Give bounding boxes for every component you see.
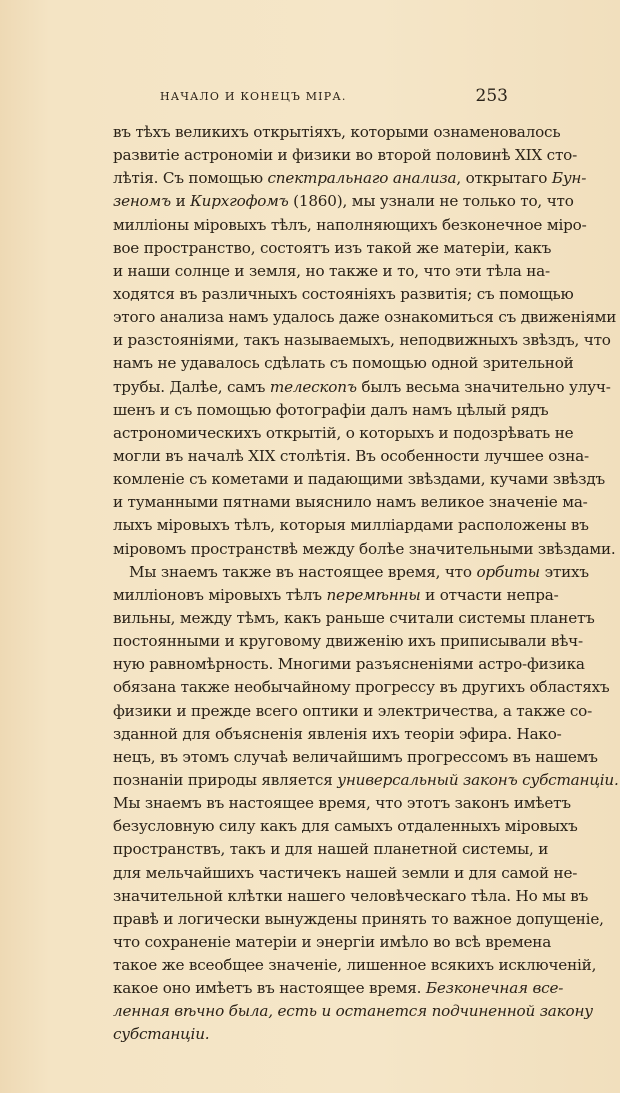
text-line [113, 144, 578, 167]
text-segment: вильны, между тѣмъ, какъ раньше считали системы планетъ [113, 608, 595, 627]
text-line [113, 584, 559, 607]
text-line [113, 260, 550, 283]
text-segment: физики и прежде всего оптики и электричества, а также со- [113, 701, 593, 720]
text-line [113, 214, 587, 237]
text-line [113, 376, 611, 399]
text-segment: могли въ началѣ XIX столѣтія. Въ особенности лучшее озна- [113, 446, 589, 465]
text-segment: и разстояніями, такъ называемыхъ, неподвижныхъ звѣздъ, что [113, 331, 611, 350]
text-line [113, 977, 564, 1000]
text-line [113, 630, 583, 653]
text-line [113, 1000, 593, 1023]
text-segment: въ тѣхъ великихъ открытіяхъ, которыми ознаменовалось [113, 123, 561, 141]
text-segment: что сохраненіе матеріи и энергіи имѣло во всѣ времена [113, 932, 552, 951]
italic-text: Бун- [551, 169, 587, 188]
text-line [113, 468, 605, 491]
text-segment: намъ не удавалось сдѣлать съ помощью одной зрительной [113, 354, 574, 373]
text-line [113, 1023, 499, 1046]
text-segment: шенъ и съ помощью фотографіи далъ намъ цѣлый рядъ [113, 400, 549, 419]
text-line [113, 862, 578, 885]
text-line [113, 954, 597, 977]
text-line [113, 237, 552, 260]
text-segment: развитіе астрономіи и физики во второй половинѣ XIX сто- [113, 146, 578, 165]
text-segment: вое пространство, состоятъ изъ такой же матеріи, какъ [113, 238, 552, 257]
text-segment: и [170, 192, 191, 211]
text-line [113, 607, 595, 630]
text-line [113, 700, 593, 723]
italic-text: Безконечная все- [425, 979, 564, 998]
text-segment: комленіе съ кометами и падающими звѣздами, кучами звѣздъ [113, 470, 605, 489]
body-text [113, 121, 619, 1047]
italic-text: перемѣнны [326, 585, 421, 604]
text-segment: какое оно имѣетъ въ настоящее время. [113, 979, 426, 998]
text-segment: (1860), мы узнали не только то, что [288, 192, 574, 211]
text-line [113, 514, 589, 537]
text-segment: постоянными и круговому движенію ихъ приписывали вѣч- [113, 632, 583, 651]
text-line [113, 746, 598, 769]
text-segment: милліоны міровыхъ тѣлъ, наполняющихъ безконечное міро- [113, 215, 587, 234]
text-segment: значительной клѣтки нашего человѣческаго тѣла. Но мы въ [113, 886, 589, 905]
text-line [113, 885, 589, 908]
page-number: 253 [475, 86, 508, 106]
italic-text: ленная вѣчно была, есть и останется подчиненной закону [113, 1002, 593, 1021]
text-segment: зданной для объясненія явленія ихъ теоріи эфира. Нако- [113, 724, 562, 743]
text-segment: нецъ, въ этомъ случаѣ величайшимъ прогрессомъ въ нашемъ [113, 747, 598, 766]
italic-text: зеномъ [113, 192, 171, 211]
text-line [113, 792, 571, 815]
text-line [113, 283, 574, 306]
text-segment: , открытаго [456, 169, 552, 188]
text-segment: правѣ и логически вынуждены принять то важное допущеніе, [113, 909, 604, 928]
italic-text: телескопъ [269, 377, 357, 396]
italic-text: Кирхгофомъ [190, 192, 289, 211]
text-segment: этого анализа намъ удалось даже ознакомиться съ движеніями [113, 308, 617, 327]
text-segment: познаніи природы является [113, 770, 338, 789]
text-segment: обязана также необычайному прогрессу въ другихъ областяхъ [113, 678, 610, 697]
text-segment: и наши солнце и земля, но также и то, что эти тѣла на- [113, 261, 550, 280]
italic-text: спектральнаго анализа [267, 169, 457, 188]
text-segment: лыхъ міровыхъ тѣлъ, которыя милліардами расположены въ [113, 516, 589, 535]
text-segment: для мельчайшихъ частичекъ нашей земли и для самой не- [113, 863, 578, 882]
text-line [113, 121, 561, 144]
text-segment: былъ весьма значительно улуч- [356, 377, 611, 396]
italic-text: орбиты [476, 562, 540, 581]
text-line [113, 352, 574, 375]
text-segment: этихъ [539, 562, 589, 581]
text-line [113, 491, 588, 514]
text-line [113, 329, 611, 352]
page-header [110, 86, 508, 110]
text-segment: безусловную силу какъ для самыхъ отдаленныхъ міровыхъ [113, 817, 578, 836]
text-line [113, 676, 610, 699]
text-line [113, 399, 549, 422]
text-line [113, 306, 617, 329]
text-line [113, 445, 589, 468]
text-segment: Мы знаемъ также въ настоящее время, что [129, 562, 477, 581]
text-segment: и туманными пятнами выяснило намъ великое значеніе ма- [113, 493, 588, 512]
text-line [113, 931, 552, 954]
text-line [113, 561, 589, 584]
text-line [113, 908, 604, 931]
running-title: НАЧАЛО И КОНЕЦЪ МІРА. [160, 90, 347, 103]
text-line [113, 167, 587, 190]
text-line [113, 838, 549, 861]
text-segment: міровомъ пространствѣ между болѣе значительными звѣздами. [113, 539, 616, 558]
text-line [113, 815, 578, 838]
text-segment: пространствъ, такъ и для нашей планетной системы, и [113, 840, 549, 859]
text-line [113, 422, 574, 445]
text-segment: милліоновъ міровыхъ тѣлъ [113, 585, 327, 604]
italic-text: субстанціи. [113, 1025, 210, 1044]
text-line [113, 723, 562, 746]
text-line [113, 538, 616, 561]
italic-text: универсальный законъ субстанціи. [337, 770, 619, 789]
text-segment: Мы знаемъ въ настоящее время, что этотъ законъ имѣетъ [113, 794, 571, 813]
text-line [113, 190, 574, 213]
text-segment: такое же всеобщее значеніе, лишенное всякихъ исключеній, [113, 956, 597, 975]
text-segment: ную равномѣрность. Многими разъясненіями астро-физика [113, 655, 585, 674]
text-segment: трубы. Далѣе, самъ [113, 377, 270, 396]
text-line [113, 769, 619, 792]
text-line [113, 653, 585, 676]
text-segment: ходятся въ различныхъ состояніяхъ развитія; съ помощью [113, 284, 574, 303]
text-segment: лѣтія. Съ помощью [113, 169, 268, 188]
text-segment: астрономическихъ открытій, о которыхъ и подозрѣвать не [113, 423, 574, 442]
text-segment: и отчасти непра- [420, 585, 559, 604]
